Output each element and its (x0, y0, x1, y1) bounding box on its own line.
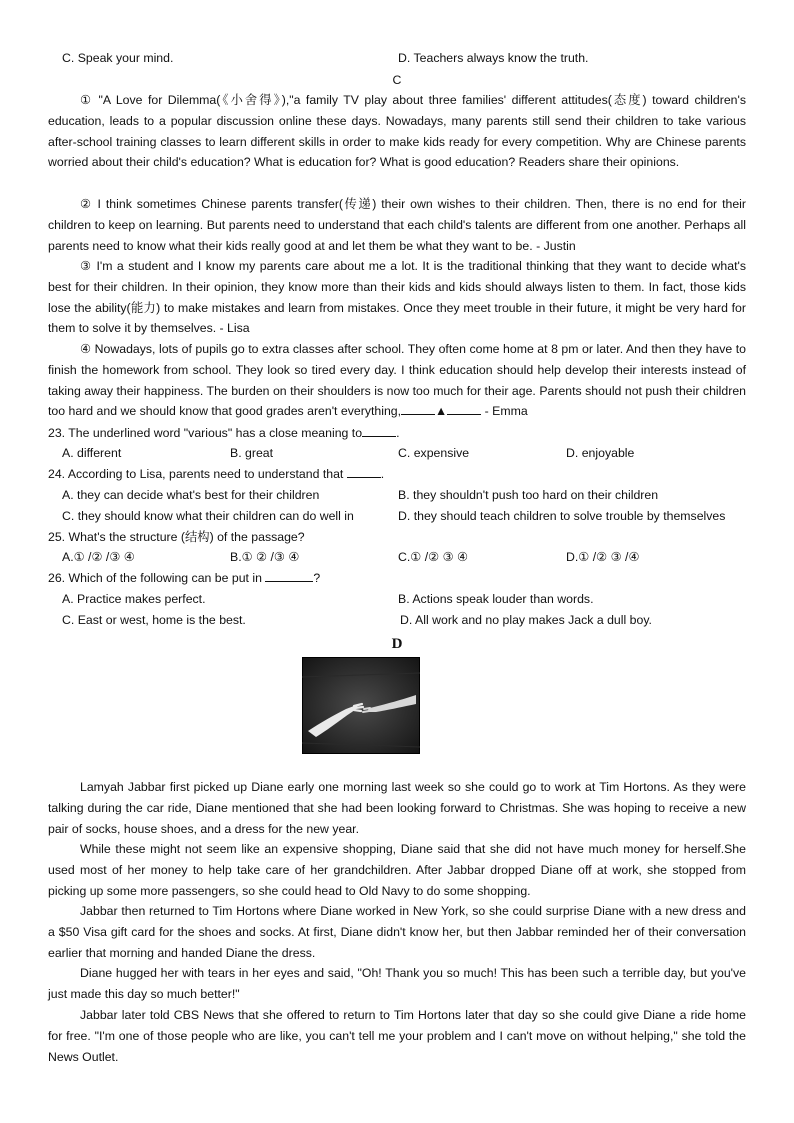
blank-marker: ▲ (435, 404, 448, 419)
passage-d-paragraph-3: Jabbar then returned to Tim Hortons where Diane worked in New York, so she could surprise Diane with a new dress and a $50 Visa gift card for the shoes and socks. At first, Diane didn't know her, but then Jabbar reminded her of their conversation earlier that morning and handed Diane the dress. (48, 904, 746, 960)
question-24-stem: 24. According to Lisa, parents need to understand that (48, 467, 344, 481)
q23-option-b[interactable]: B. great (230, 446, 274, 460)
question-23-stem: 23. The underlined word "various" has a close meaning to (48, 426, 363, 440)
option-d-prev: D. Teachers always know the truth. (398, 51, 589, 65)
question-26-options-ab (48, 589, 746, 610)
q24-option-a[interactable]: A. they can decide what's best for their children (62, 488, 320, 502)
question-26-options-cd (48, 610, 746, 631)
q23-option-c[interactable]: C. expensive (398, 446, 470, 460)
question-24-options-ab (48, 485, 746, 506)
q25-option-b[interactable]: B.① ② /③ ④ (230, 550, 300, 564)
question-26-blank (265, 569, 313, 582)
answer-blank[interactable] (401, 402, 435, 415)
passage-c-paragraph-1: ① "A Love for Dilemma(《小舍得》),"a family TV play about three families' different attitudes(态度) toward children's education, leads to a popular discussion online these days. Nowadays, many parents still send their children to take various after-school training classes to learn different skills in order to make kids ready for every competition. Why are Chinese parents worried about their child's education? What is education for? What is good education? Readers share their opinions. (48, 93, 746, 170)
option-c-prev: C. Speak your mind. (62, 51, 174, 65)
hands-photo-icon (302, 657, 420, 754)
q26-option-d[interactable]: D. All work and no play makes Jack a dull boy. (400, 613, 652, 627)
question-24: 24. According to Lisa, parents need to understand that . (48, 467, 385, 481)
question-24-options-cd (48, 506, 746, 527)
question-23-blank (362, 424, 396, 437)
question-25-options (48, 547, 746, 568)
passage-d-paragraph-1: Lamyah Jabbar first picked up Diane early one morning last week so she could go to work at Tim Hortons. As they were talking during the car ride, Diane mentioned that she had been looking forward to Christmas. She was hoping to receive a new pair of socks, house shoes, and a dress for the new year. (48, 780, 746, 836)
section-c-label: C (392, 73, 402, 87)
q24-option-c[interactable]: C. they should know what their children can do well in (62, 509, 354, 523)
signature-emma: - Emma (484, 404, 528, 419)
reaching-hands-photo (302, 657, 420, 754)
question-25-stem: 25. What's the structure (结构) of the passage? (48, 530, 305, 544)
question-23: 23. The underlined word "various" has a close meaning to . (48, 426, 400, 440)
q25-option-d[interactable]: D.① /② ③ /④ (566, 550, 640, 564)
answer-blank-tail (447, 402, 481, 415)
q25-option-c[interactable]: C.① /② ③ ④ (398, 550, 469, 564)
q23-option-a[interactable]: A. different (62, 446, 122, 460)
question-23-options (48, 443, 746, 464)
q23-option-d[interactable]: D. enjoyable (566, 446, 635, 460)
prev-options (48, 48, 746, 69)
q26-option-b[interactable]: B. Actions speak louder than words. (398, 592, 594, 606)
passage-d-paragraph-4: Diane hugged her with tears in her eyes and said, "Oh! Thank you so much! This has been such a terrible day, but you've just made this day so much better!" (48, 966, 746, 1001)
question-24-blank (347, 465, 381, 478)
passage-c-paragraph-3: ③ I'm a student and I know my parents care about me a lot. It is the traditional thinking that they want to decide what's best for their children. In their opinion, they know more than their kids and kids should always listen to them. In fact, those kids lose the ability(能力) to make mistakes and learn from mistakes. Once they meet trouble in their future, it might be very hard for them to solve it by themselves. - Lisa (48, 259, 746, 336)
q24-option-d[interactable]: D. they should teach children to solve trouble by themselves (398, 509, 726, 523)
passage-d-paragraph-5: Jabbar later told CBS News that she offered to return to Tim Hortons later that day so she could give Diane a ride home for free. "I'm one of those people who are like, you can't tell me your problem and I can't move on without helping," she told the News Outlet. (48, 1008, 746, 1064)
passage-c-paragraph-4 (48, 339, 746, 422)
q26-option-c[interactable]: C. East or west, home is the best. (62, 613, 246, 627)
q25-option-a[interactable]: A.① /② /③ ④ (62, 550, 135, 564)
paragraph-4-text: ④ Nowadays, lots of pupils go to extra classes after school. They often come home at 8 pm or later. And then they have to finish the homework from school. They look so tired every day. I think education should help develop their interests instead of taking away their happiness. The burden on their shoulders is now too much for their age. Parents should not push their children too hard and we should know that good grades aren't everything, (48, 342, 746, 419)
passage-d-paragraph-2: While these might not seem like an expensive shopping, Diane said that she did not have much money for herself.She used most of her money to help take care of her grandchildren. After Jabbar dropped Diane off at work, she stopped from picking up some more passengers, so she could head to Old Navy to do some shopping. (48, 842, 746, 898)
question-26: 26. Which of the following can be put in ? (48, 571, 321, 585)
passage-c-paragraph-2: ② I think sometimes Chinese parents transfer(传递) their own wishes to their children. Then, there is no end for their children to keep on learning. But parents need to understand that each child's talents are different from one another. Perhaps all parents need to know what their kids really good at and let them be what they want to be. - Justin (48, 197, 746, 253)
q26-option-a[interactable]: A. Practice makes perfect. (62, 592, 206, 606)
section-d-label: D (391, 636, 403, 652)
question-26-stem: 26. Which of the following can be put in (48, 571, 262, 585)
q24-option-b[interactable]: B. they shouldn't push too hard on their children (398, 488, 659, 502)
